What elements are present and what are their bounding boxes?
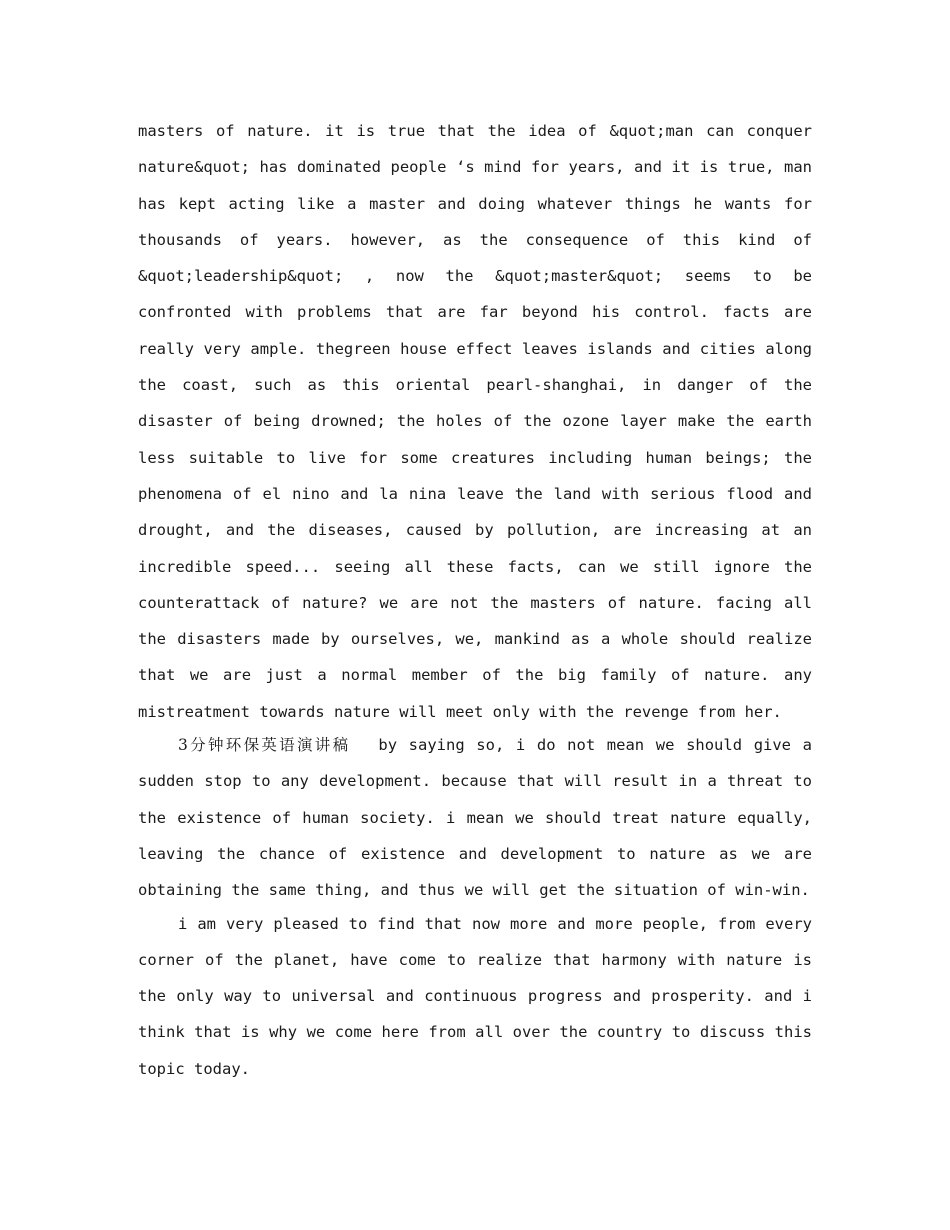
speech-title: 3分钟环保英语演讲稿 [178,736,351,755]
paragraph-3: i am very pleased to find that now more and more people, from every corner of the planet, have come to realize that harmony with nature is the only way to universal and continuous progress and prosperity. and i think that is why we come here from all over the country to discuss this topic today. [138,914,812,1078]
paragraph-2 [138,727,812,908]
paragraph-2-text: by saying so, i do not mean we should give a sudden stop to any development. because that will result in a threat to the existence of human society. i mean we should treat nature equally, leaving the chance of existence and development to nature as we are obtaining the same thing, and thus we will get the situation of win-win. [138,736,812,900]
paragraph-1: masters of nature. it is true that the idea of &quot;man can conquer nature&quot; has dominated people ‘s mind for years, and it is true, man has kept acting like a master and doing whatever things he wants for thousands of years. however, as the consequence of this kind of &quot;leadership&quot; , now the &quot;master&quot; seems to be confronted with problems that are far beyond his control. facts are really very ample. thegreen house effect leaves islands and cities along the coast, such as this oriental pearl-shanghai, in danger of the disaster of being drowned; the holes of the ozone layer make the earth less suitable to live for some creatures including human beings; the phenomena of el nino and la nina leave the land with serious flood and drought, and the diseases, caused by pollution, are increasing at an incredible speed... seeing all these facts, can we still ignore the counterattack of nature? we are not the masters of nature. facing all the disasters made by ourselves, we, mankind as a whole should realize that we are just a normal member of the big family of nature. any mistreatment towards nature will meet only with the revenge from her. [138,122,812,721]
document-body [138,113,812,1087]
